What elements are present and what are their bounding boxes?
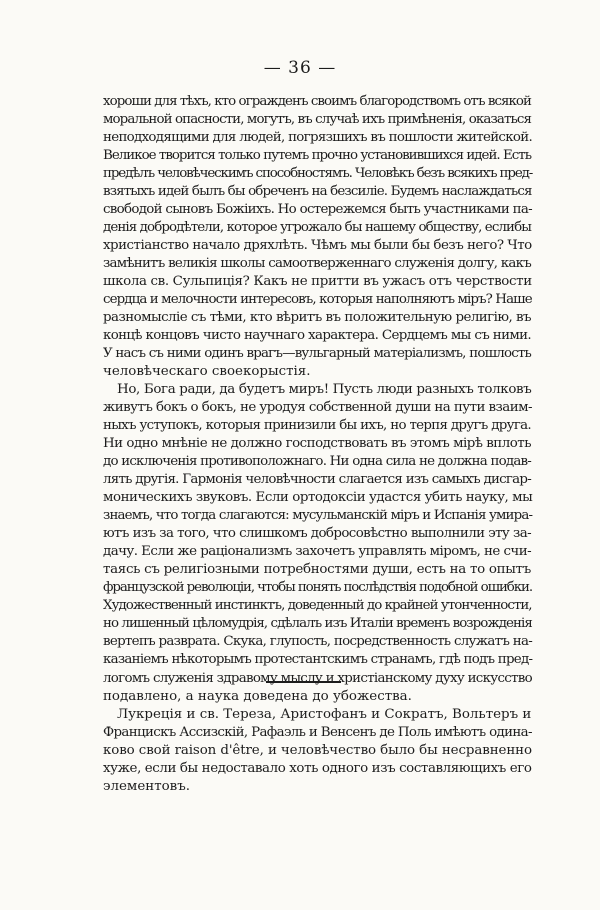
text-line: неподходящими для людей, погрязшихъ въ пошлости житейской. [103,130,533,146]
text-line: дачу. Если же раціонализмъ захочетъ управлять міромъ, не счи- [103,544,532,560]
text-line: ныхъ уступокъ, которыя принизили бы ихъ, но терпя другъ друга. [103,418,531,434]
text-line: таясь съ религіозными потребностями души, есть на то опытъ [103,562,531,578]
text-line: казаніемъ нѣкоторымъ протестантскимъ странамъ, гдѣ подъ пред- [103,652,533,668]
text-line: сердца и мелочности интересовъ, которыя наполняютъ міръ? Наше [103,292,532,308]
text-line: ютъ изъ за того, что слишкомъ добросовѣстно выполнили эту за- [103,526,531,542]
text-line: вертепъ разврата. Скука, глупость, посредственность служатъ на- [103,634,533,650]
text-line: человѣческаго своекорыстія. [103,364,311,380]
text-line: лять другія. Гармонія человѣчности слагается изъ самыхъ дисгар- [103,472,531,488]
text-line: Ни одно мнѣніе не должно господствовать въ этомъ мірѣ вплоть [103,436,531,452]
text-line: христіанство начало дряхлѣть. Чѣмъ мы были бы безъ него? Что [103,238,532,254]
text-line: школа св. Сульпиція? Какъ не притти въ ужасъ отъ черствости [103,274,532,290]
text-line: Но, Бога ради, да будетъ миръ! Пусть люди разныхъ толковъ [117,382,532,398]
text-line: подавлено, а наука доведена до убожества. [103,688,412,704]
text-line: хороши для тѣхъ, кто огражденъ своимъ благородствомъ отъ всякой [103,94,531,109]
text-line: моральной опасности, могутъ, въ случаѣ ихъ примѣненія, оказаться [103,112,531,128]
text-line: Великое творится только путемъ прочно установившихся идей. Есть [103,148,531,164]
text-line: но лишенный цѣломудрія, сдѣлалъ изъ Италіи временъ возрожденія [103,616,532,632]
text-line: свободой сыновъ Божіихъ. Но остережемся быть участниками па- [103,202,532,218]
text-line: хуже, если бы недоставало хоть одного изъ составляющихъ его [103,760,532,776]
text-line: моническихъ звуковъ. Если ортодоксіи удастся убить науку, мы [103,490,533,506]
text-line: живутъ бокъ о бокъ, не уродуя собственной души на пути взаим- [103,400,532,416]
text-line: Художественный инстинктъ, доведенный до крайней утонченности, [103,598,532,614]
text-line: денія добродѣтели, которое угрожало бы нашему обществу, еслибы [103,220,531,236]
text-line: ково свой raison d'être, и человѣчество было бы несравненно [103,742,532,758]
text-line: Францискъ Ассизскій, Рафаэль и Венсенъ де Поль имѣютъ одина- [103,724,532,740]
page-number: — 36 — [263,58,337,78]
text-line: замѣнитъ великія школы самоотверженнаго служенія долгу, какъ [103,256,531,272]
text-line: предѣлъ человѣческимъ способностямъ. Человѣкъ безъ всякихъ пред- [103,166,533,182]
text-line: У насъ съ ними одинъ врагъ—вульгарный матеріализмъ, пошлость [103,346,531,362]
section-divider [266,681,341,683]
text-line: разномысліе съ тѣми, кто вѣритъ въ положительную религію, въ [103,310,531,326]
text-line: элементовъ. [103,778,190,794]
text-line: знаемъ, что тогда слагаются: мусульманскій міръ и Испанія умира- [103,508,533,524]
text-line: взятыхъ идей былъ бы обреченъ на безсиліе. Будемъ наслаждаться [103,184,532,200]
body-text [103,93,531,796]
text-line: французской революціи, чтобы понять послѣдствія подобной ошибки. [103,580,532,596]
text-line: до исключенія противоположнаго. Ни одна сила не должна подав- [103,454,531,470]
text-line: концѣ концовъ чисто научнаго характера. Сердцемъ мы съ ними. [103,328,531,344]
text-line: логомъ служенія здравому мыслу и христіанскому духу искусство [103,670,532,686]
text-line: Лукреція и св. Тереза, Аристофанъ и Сократъ, Вольтеръ и [117,706,532,722]
